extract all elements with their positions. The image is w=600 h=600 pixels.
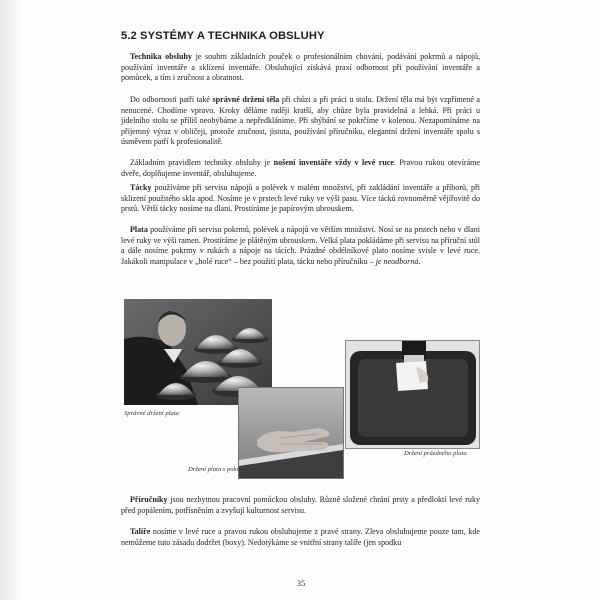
- paragraph-zakladni-pravidlo: Základním pravidlem techniky obsluhy je nošení inventáře vždy v levé ruce. Pravou rukou otevíráme dveře, doplňujeme inventář, obsluhujeme.: [121, 158, 481, 178]
- term-spravne-drzeni-tela: správné držení těla: [212, 95, 280, 104]
- photo-hand-plate-image: [239, 388, 343, 478]
- page-number: 35: [296, 578, 306, 588]
- caption-photo3: Držení prázdného plata: [404, 450, 467, 457]
- page-gutter-shadow: [0, 0, 24, 600]
- phrase-je-neodborna: je neodborná: [375, 256, 419, 266]
- photo-empty-tray-image: [346, 341, 479, 448]
- section-title: 5.2 SYSTÉMY A TECHNIKA OBSLUHY: [121, 30, 325, 42]
- term-tacky: Tácky: [130, 183, 152, 192]
- photo-hand-plate: [238, 387, 344, 479]
- caption-photo1: Správné držení plata: [124, 410, 179, 417]
- paragraph-drzeni-tela: Do odbornosti patří také správné držení těla při chůzi a při práci u stolu. Držení těla má být vzpřímené a nenucené. Chodíme vpravo. Kroky děláme raději kratší, aby chůze byla pravidelná a lehká. Při práci u jídelního stolu se příliš neohýbáme a nepředkláníme. Při shýbání se pokrčíme v kolenou. Nezapomínáme na příjemný výraz v obličeji, protože zručnost, jistota, používání příručníku, elegantní držení inventáře spolu s úsměvem patří k profesionalitě.: [121, 95, 480, 146]
- term-prirucniky: Příručníky: [130, 495, 168, 504]
- paragraph-technika-obsluhy: Technika obsluhy je souhrn základních pouček o profesionálním chování, podávání pokrmů a nápojů, používání inventáře a sklízení inventáře. Obsluhující získává praxí odbornost při používání inventáře a pomůcek, a tím i zručnost a obratnost.: [121, 52, 480, 82]
- term-technika-obsluhy: Technika obsluhy: [130, 52, 192, 61]
- photo-empty-tray: [345, 340, 480, 449]
- paragraph-tacky: Tácky používáme při servisu nápojů a polévek v malém množství, při zakládání inventáře a příborů, při sklizení použitého skla apod. Nosíme je v prstech levé ruky ve výši pasu. Více tácků rovnoměrně vějířovitě do prstů. Větší tácky nosíme na dlani. Prostíráme je papírovým ubrouskem.: [121, 183, 480, 213]
- paragraph-talire: Talíře nosíme v levé ruce a pravou rukou obsluhujeme z pravé strany. Zleva obsluhujeme pouze tam, kde nemůžeme tuto zásadu dodržet (boxy). Nedotýkáme se vnitřní strany talíře (jen spodku: [121, 527, 480, 547]
- caption-photo2: Držení plata s pokrmy: [188, 466, 247, 473]
- term-noseni-inventare: nošení inventáře vždy v levé ruce: [273, 158, 394, 167]
- term-talire: Talíře: [130, 527, 151, 536]
- paragraph-plata: Plata používáme při servisu pokrmů, polévek a nápojů ve větším množství. Nosí se na prstech nebo v dlani levé ruky ve výši ramen. Prostíráme je plátěným ubrouskem. Velká plata pokládáme při servisu na příruční stůl a dále nosíme pokrmy v rukách a nápoje na tácích. Prázdné obdélníkové plato nosíme svisle v levé ruce. Jakákoli manipulace v „holé ruce“ – bez použití plata, tácku nebo příručníku – je neodborná.: [121, 225, 480, 266]
- paragraph-prirucniky: Příručníky jsou nezbytnou pracovní pomůckou obsluhy. Různě složené chrání prsty a předloktí levé ruky před popálením, potřísněním a zvyšují kulturnost servisu.: [121, 495, 480, 515]
- term-plata: Plata: [130, 225, 148, 234]
